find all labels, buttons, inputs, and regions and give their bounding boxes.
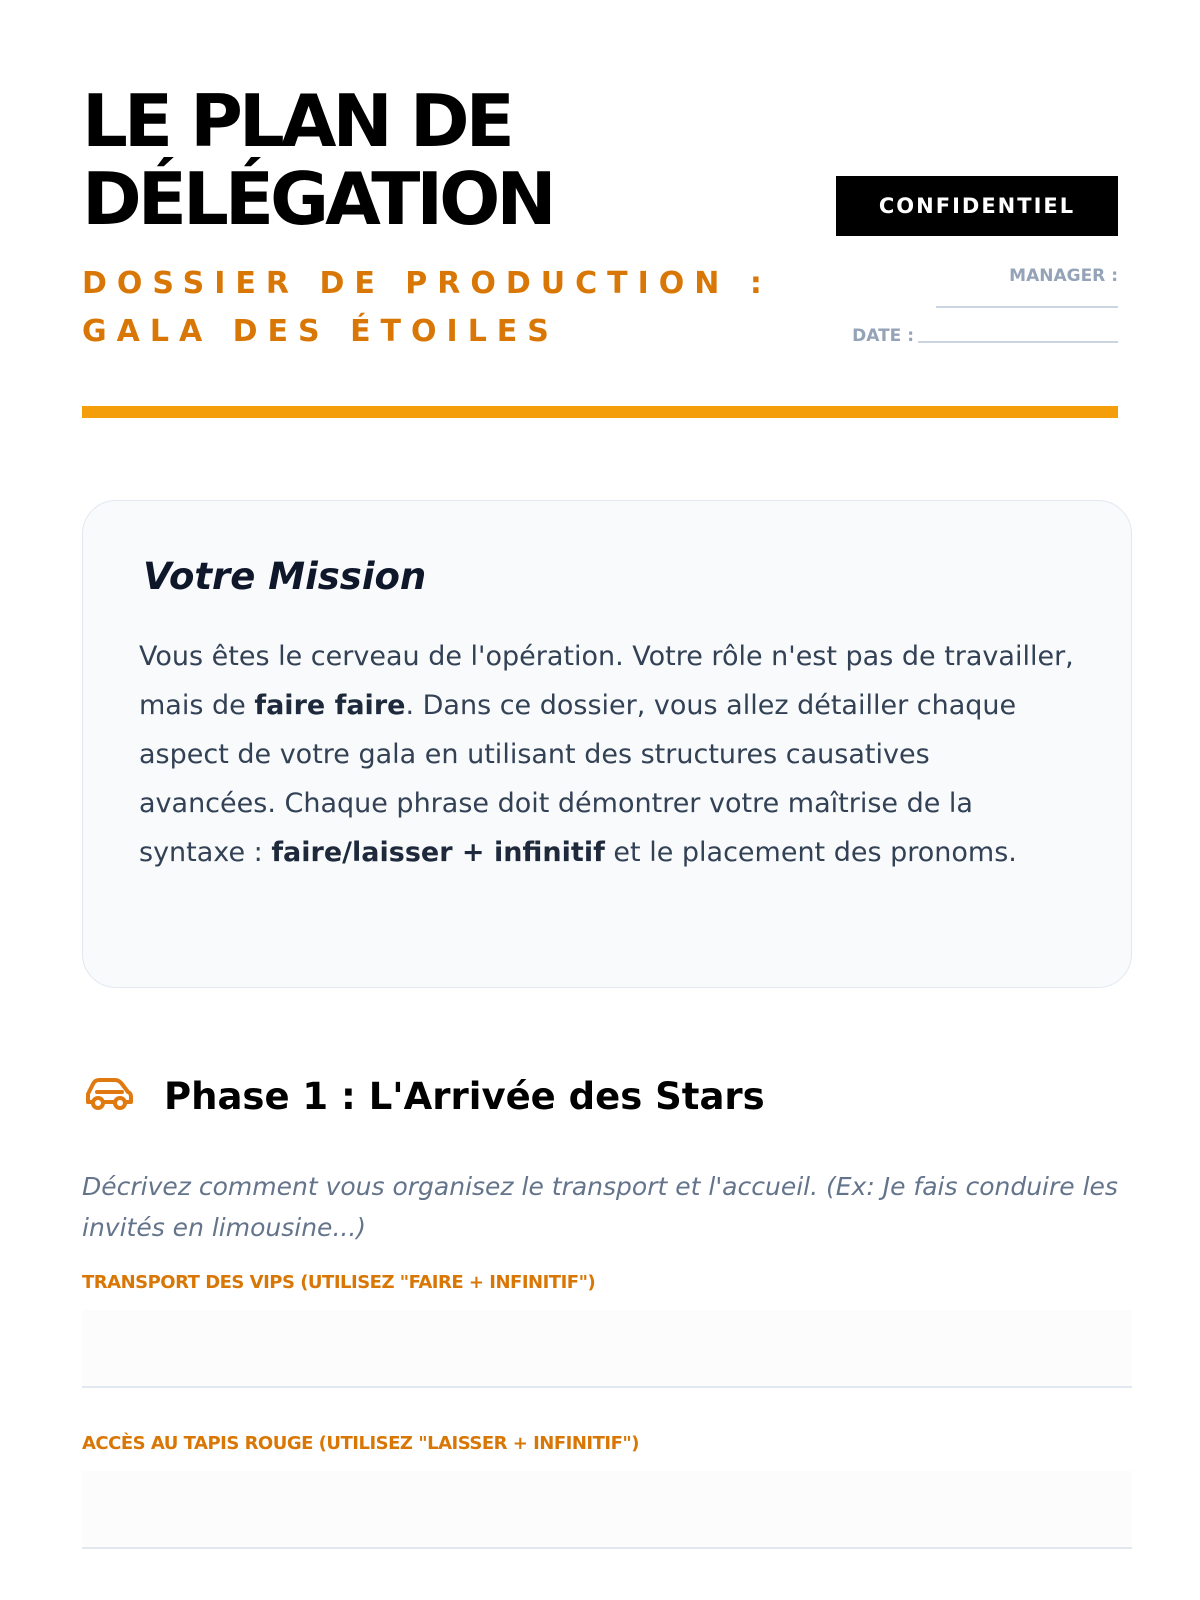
mission-card	[82, 500, 1132, 988]
subtitle-line-2: GALA DES ÉTOILES	[82, 314, 559, 349]
mission-bold-faire-faire: faire faire	[254, 690, 406, 721]
manager-blank-line[interactable]	[936, 296, 1118, 308]
mission-bold-syntax: faire/laisser + infinitif	[271, 837, 605, 868]
red-carpet-label: ACCÈS AU TAPIS ROUGE (UTILISEZ "LAISSER + INFINITIF")	[82, 1433, 640, 1454]
manager-label: MANAGER :	[1009, 266, 1118, 286]
car-icon	[82, 1074, 164, 1119]
title-line-1: LE PLAN DE	[82, 79, 511, 163]
confidential-badge: CONFIDENTIEL	[836, 176, 1118, 236]
mission-text	[139, 632, 1075, 877]
date-field	[852, 326, 1118, 346]
phase-1-title: Phase 1 : L'Arrivée des Stars	[164, 1074, 765, 1118]
red-carpet-input[interactable]	[82, 1471, 1132, 1549]
date-blank-line[interactable]	[918, 341, 1118, 343]
mission-text-part-3: et le placement des pronoms.	[604, 837, 1017, 868]
header-divider	[82, 406, 1118, 418]
vip-transport-input[interactable]	[82, 1310, 1132, 1388]
mission-text-part-1: Vous êtes le cerveau de l'opération. Votre rôle n'est pas de travailler, mais de	[139, 641, 1074, 721]
document-subtitle	[82, 260, 772, 356]
document-title	[82, 79, 553, 241]
phase-1-heading	[82, 1070, 765, 1122]
phase-1-description: Décrivez comment vous organisez le transport et l'accueil. (Ex: Je fais conduire les invités en limousine...)	[82, 1172, 1118, 1242]
title-line-2: DÉLÉGATION	[82, 157, 553, 241]
mission-title: Votre Mission	[143, 555, 427, 598]
vip-transport-label: TRANSPORT DES VIPS (UTILISEZ "FAIRE + INFINITIF")	[82, 1272, 596, 1293]
subtitle-line-1: DOSSIER DE PRODUCTION :	[82, 266, 772, 301]
document-header	[82, 0, 1118, 420]
mission-text-part-2: . Dans ce dossier, vous allez détailler chaque aspect de votre gala en utilisant des structures causatives avancées. Chaque phrase doit démontrer votre maîtrise de la syntaxe :	[139, 690, 1017, 868]
date-label: DATE :	[852, 326, 914, 346]
